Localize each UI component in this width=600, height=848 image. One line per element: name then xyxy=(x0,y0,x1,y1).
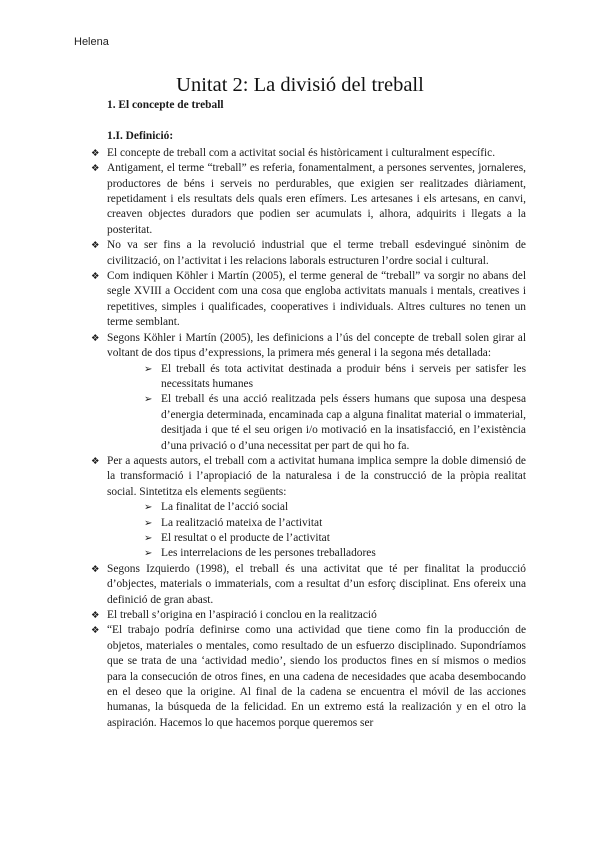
bullet-item: ❖ No va ser fins a la revolució industrial que el terme treball esdevingué sinònim de civilització, on l’activitat i les relacions laborals estructuren l’ordre social i cultural. xyxy=(90,238,526,269)
page-header-author: Helena xyxy=(74,36,109,48)
bullet-item: ❖ Antigament, el terme “treball” es referia, fonamentalment, a persones serventes, jornaleres, productores de béns i serveis no perdurables, que exigien ser realitzades diàriament, repetidament i els resultats dels quals eren efímers. Les artesanes i els artesans, en canvi, creaven objectes duradors que podien ser acumulats i, alhora, adquirits i llegats a la posteritat. xyxy=(90,161,526,238)
section-heading: 1. El concepte de treball xyxy=(107,99,224,111)
bullet-item: ❖ “El trabajo podría definirse como una actividad que tiene como fin la producción de objetos, materiales o mentales, como resultado de un esfuerzo disciplinado. Supondríamos que se trata de una ‘actividad medio’, siendo los productos fines en sí mismos o medios para la consecución de otros fines, en una cadena de necesidades que acaba desembocando en el deseo que la origine. Al final de la cadena se encuentra el móvil de las acciones humanas, la búsqueda de la felicidad. En un extremo está la realización y en el otro la aspiración. Hacemos lo que hacemos porque queremos ser xyxy=(90,623,526,731)
sub-bullet-item: ➢ El treball és tota activitat destinada a produir béns i serveis per satisfer les necessitats humanes xyxy=(107,362,526,393)
sub-bullet-item: ➢ Les interrelacions de les persones treballadores xyxy=(107,546,526,561)
bullet-item: ❖ El treball s’origina en l’aspiració i conclou en la realització xyxy=(90,608,526,623)
bullet-item xyxy=(90,454,526,562)
bullet-item: ❖ Com indiquen Köhler i Martín (2005), el terme general de “treball” va sorgir no abans del segle XVIII a Occident com una cosa que engloba activitats manuals i mentals, creatives i repetitives, simples i qualificades, cooperatives i individuals. Altres cultures no tenen un terme semblant. xyxy=(90,269,526,331)
bullet-list xyxy=(90,146,526,731)
bullet-item: ❖ El concepte de treball com a activitat social és històricament i culturalment específic. xyxy=(90,146,526,161)
document-body xyxy=(90,98,526,731)
page-title: Unitat 2: La divisió del treball xyxy=(176,74,424,96)
sub-bullet-item: ➢ La realització mateixa de l’activitat xyxy=(107,516,526,531)
sub-bullet-list xyxy=(107,362,526,454)
sub-bullet-item: ➢ La finalitat de l’acció social xyxy=(107,500,526,515)
bullet-item: ❖ Segons Izquierdo (1998), el treball és una activitat que té per finalitat la producció d’objectes, materials o immaterials, com a resultat d’un esforç disciplinat. Ens ofereix una definició de gran abast. xyxy=(90,562,526,608)
bullet-item xyxy=(90,331,526,454)
sub-bullet-item: ➢ El resultat o el producte de l’activitat xyxy=(107,531,526,546)
sub-bullet-list xyxy=(107,500,526,562)
bullet-text: Per a aquests autors, el treball com a activitat humana implica sempre la doble dimensió de la transformació i l’apropiació de la naturalesa i de la construcció de la pròpia realitat social. Sintetitza els elements següents: xyxy=(107,454,526,498)
bullet-text: Segons Köhler i Martín (2005), les definicions a l’ús del concepte de treball solen girar al voltant de dos tipus d’expressions, la primera més general i la segona més detallada: xyxy=(107,331,526,360)
sub-bullet-item: ➢ El treball és una acció realitzada pels éssers humans que suposa una despesa d’energia determinada, encaminada cap a alguna finalitat material o immaterial, desitjada i que té el seu origen i/o motivació en la insatisfacció, en l’existència d’una privació o d’una necessitat per part de qui ho fa. xyxy=(107,392,526,454)
subsection-heading: 1.I. Definició: xyxy=(107,130,174,143)
